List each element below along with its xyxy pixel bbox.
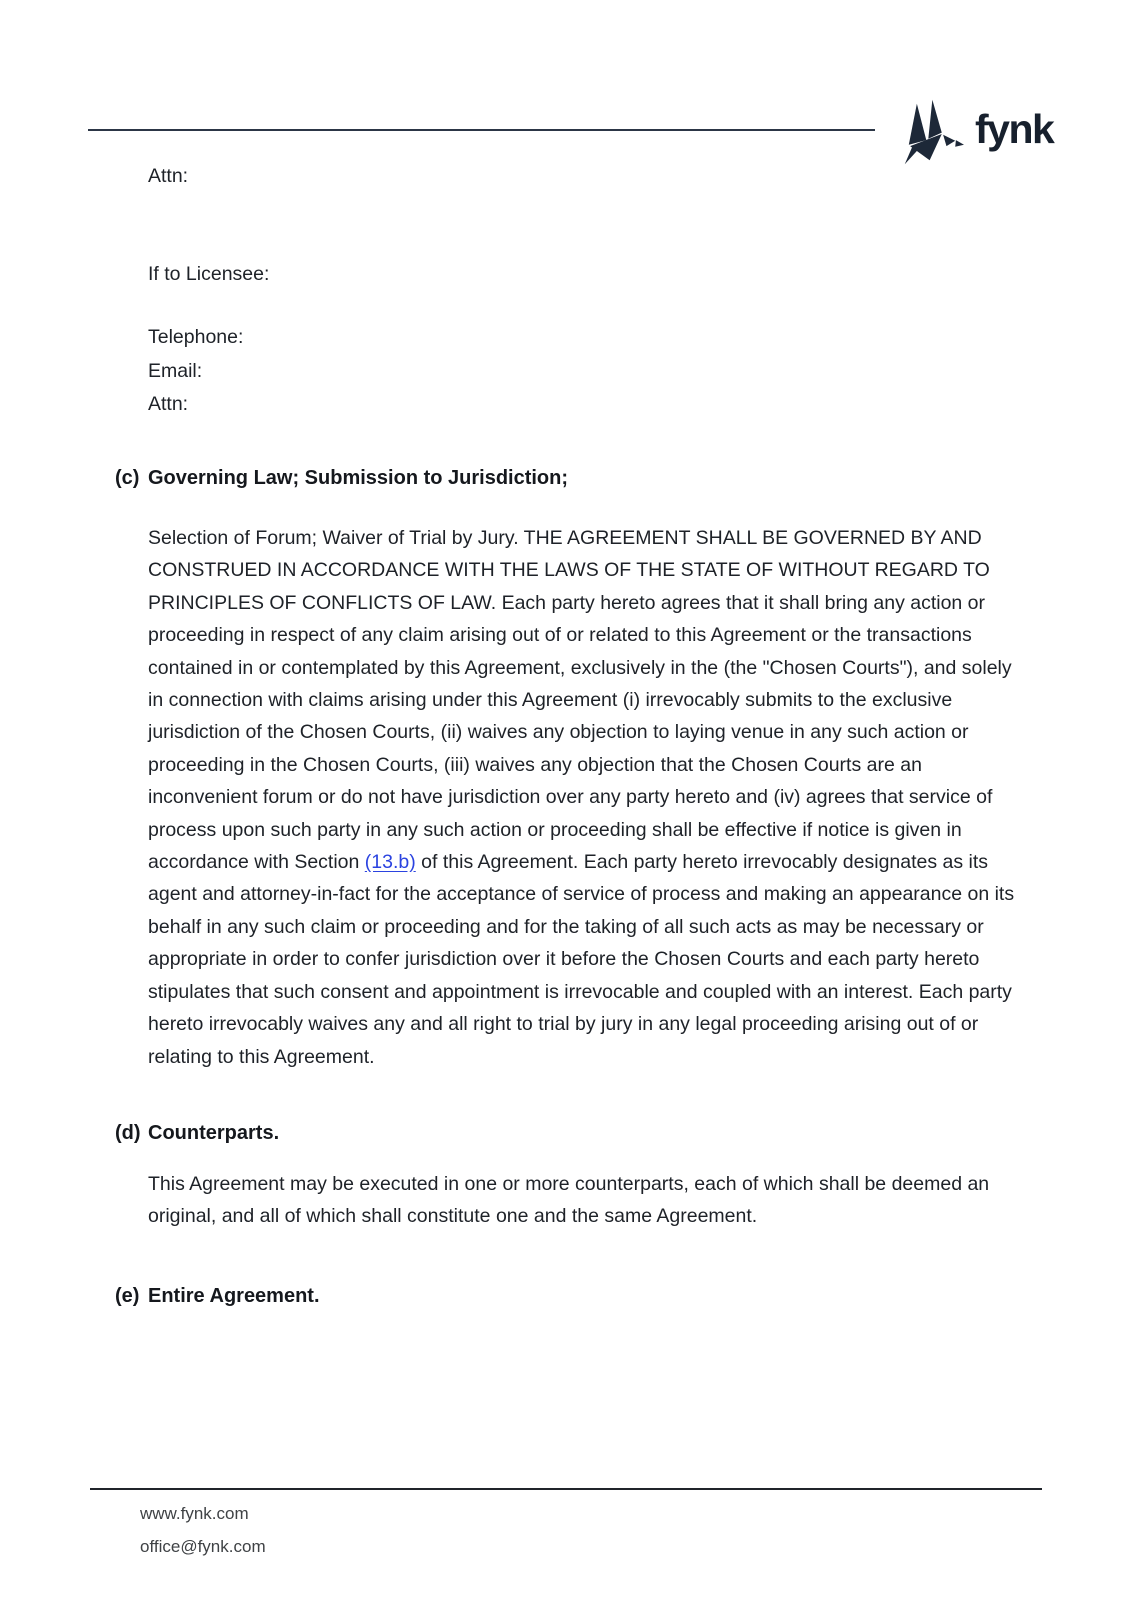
document-body: [115, 160, 1020, 1313]
section-d-body: This Agreement may be executed in one or more counterparts, each of which shall be deemed an original, and all of which shall constitute one and the same Agreement.: [148, 1172, 990, 1228]
section-c-heading: [115, 462, 1020, 495]
origami-crane-icon: [896, 99, 966, 165]
brand-name: fynk: [975, 105, 1054, 152]
email-label: Email:: [148, 360, 203, 382]
section-d-title: Counterparts.: [148, 1121, 280, 1144]
footer-email: office@fynk.com: [140, 1537, 266, 1556]
brand-logo: [896, 94, 1053, 170]
attn-label: Attn:: [148, 165, 189, 187]
section-e-heading: [115, 1280, 1020, 1313]
section-13b-link[interactable]: (13.b): [364, 851, 416, 874]
licensee-label: If to Licensee:: [148, 263, 270, 285]
footer-website: www.fynk.com: [140, 1504, 249, 1523]
section-c-text-after: of this Agreement. Each party hereto irrevocably designates as its agent and attorney-in-fact for the acceptance of service of process and making an appearance on its behalf in any such claim or proceeding and for the taking of all such acts as may be necessary or appropriate in order to confer jurisdiction over it before the Chosen Courts and each party hereto stipulates that such consent and appointment is irrevocable and coupled with an interest. Each party hereto irrevocably waives any and all right to trial by jury in any legal proceeding arising out of or relating to this Agreement.: [148, 851, 1015, 1068]
section-d-letter: (d): [115, 1121, 141, 1144]
header-divider: [88, 129, 875, 131]
section-e-title: Entire Agreement.: [148, 1284, 320, 1307]
section-c-body: [148, 522, 1020, 1073]
footer: [140, 1497, 266, 1563]
footer-divider: [90, 1488, 1042, 1490]
section-c-text-before: Selection of Forum; Waiver of Trial by Jury. THE AGREEMENT SHALL BE GOVERNED BY AND CONSTRUED IN ACCORDANCE WITH THE LAWS OF THE STATE OF WITHOUT REGARD TO PRINCIPLES OF CONFLICTS OF LAW. Each party hereto agrees that it shall bring any action or proceeding in respect of any claim arising out of or related to this Agreement or the transactions contained in or contemplated by this Agreement, exclusively in the (the "Chosen Courts"), and solely in connection with claims arising under this Agreement (i) irrevocably submits to the exclusive jurisdiction of the Chosen Courts, (ii) waives any objection to laying venue in any such action or proceeding in the Chosen Courts, (iii) waives any objection that the Chosen Courts are an inconvenient forum or do not have jurisdiction over any party hereto and (iv) agrees that service of process upon such party in any such action or proceeding shall be effective if notice is given in accordance with Section: [148, 527, 1012, 874]
section-e-letter: (e): [115, 1284, 140, 1307]
section-d-heading: [115, 1117, 1020, 1150]
section-c-title: Governing Law; Submission to Jurisdiction;: [148, 467, 569, 489]
attn2-label: Attn:: [148, 393, 189, 415]
telephone-label: Telephone:: [148, 326, 244, 348]
section-c-letter: (c): [115, 467, 140, 489]
